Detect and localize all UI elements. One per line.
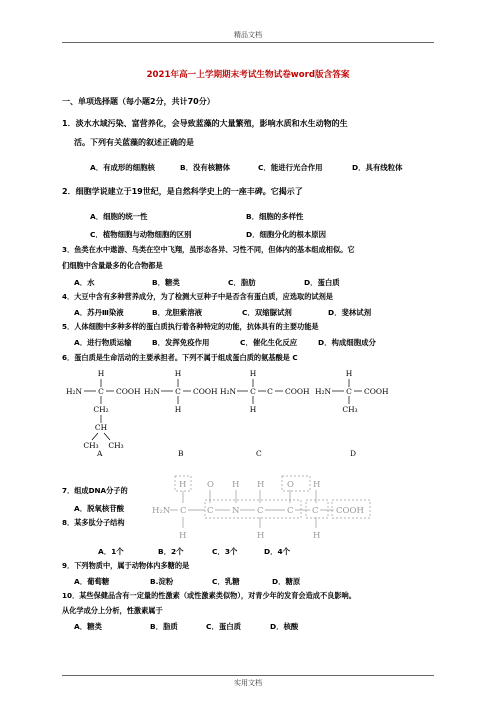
question-9-stem: 9．下列物质中，属于动物体内多糖的是 [62, 561, 190, 570]
question-3-option-b: B．糖类 [152, 278, 180, 287]
question-5-option-b: B．发挥免疫作用 [152, 338, 210, 347]
question-5-option-a: A．进行物质运输 [74, 338, 132, 347]
atom-h: H [313, 531, 321, 541]
question-6-stem: 6．蛋白质是生命活动的主要承担者。下列不属于组成蛋白质的氨基酸是 C [62, 353, 298, 362]
question-10-option-d: D．核酸 [270, 622, 299, 631]
question-10-option-a: A．糖类 [74, 622, 102, 631]
question-2-option-c: C．植物细胞与动物细胞的区别 [90, 230, 192, 239]
atom-h: H [179, 531, 187, 541]
group-h2n: H₂N [315, 387, 332, 396]
question-2-option-d: D．细胞分化的根本原因 [246, 230, 327, 239]
question-9-option-c: C．乳糖 [212, 577, 240, 586]
question-10-option-b: B．脂质 [150, 622, 178, 631]
group-ch: CH [94, 423, 108, 432]
question-3-stem-line2: 们细胞中含量最多的化合物都是 [62, 261, 163, 270]
question-1-stem-line1: 1．淡水水域污染、富营养化，会导致蓝藻的大量繁殖，影响水质和水生动物的生 [62, 119, 348, 128]
question-1-option-b: B．没有核糖体 [180, 163, 230, 172]
group-h2n: H₂N [220, 387, 237, 396]
atom-h: H [232, 480, 240, 490]
question-3-option-a: A．水 [74, 278, 95, 287]
question-1-option-d: D．具有线粒体 [352, 163, 403, 172]
question-5-option-c: C．催化生化反应 [240, 338, 298, 347]
question-8-option-b: B．2个 [158, 547, 184, 556]
group-cooh: COOH [116, 387, 141, 396]
question-4-option-d: D．斐林试剂 [328, 308, 372, 317]
atom-h: H [179, 480, 187, 490]
section-heading: 一、单项选择题（每小题2分，共计70分） [62, 97, 215, 106]
atom-n: N [232, 506, 240, 516]
header-divider [62, 42, 434, 43]
page-footer: 实用文档 [234, 679, 262, 687]
document-title: 2021年高一上学期期末考试生物试卷word版含答案 [146, 70, 350, 80]
question-9-option-b: B.淀粉 [150, 577, 174, 586]
question-10-option-c: C．蛋白质 [206, 622, 241, 631]
group-ch2: CH₂ [93, 405, 109, 414]
structure-a [66, 369, 141, 450]
group-h2n: H₂N [144, 387, 161, 396]
atom-o: O [207, 480, 214, 490]
amino-acid-structures [0, 364, 496, 464]
atom-h: H [257, 531, 265, 541]
question-5-stem: 5．人体细胞中多种多样的蛋白质执行着各种特定的功能，抗体具有的主要功能是 [62, 322, 319, 331]
atom-h: H [97, 369, 105, 378]
question-7-option-a: A．脱氧核苷酸 [74, 504, 125, 513]
atom-c: C [175, 387, 181, 396]
group-cooh: COOH [336, 506, 364, 516]
atom-h: H [174, 405, 182, 414]
question-8-option-c: C．3个 [212, 547, 238, 556]
structure-label-b: B [178, 449, 184, 458]
atom-c: C [98, 387, 104, 396]
footer-divider [62, 675, 434, 676]
question-1-option-a: A．有成形的细胞核 [90, 163, 155, 172]
question-1-option-c: C．能进行光合作用 [258, 163, 323, 172]
question-10-stem-line1: 10．某些保健品含有一定量的性激素（或性激素类似物），对青少年的发育会造成不良影响。 [62, 591, 356, 600]
atom-h: H [313, 480, 321, 490]
group-h2n: H₂N [66, 387, 83, 396]
atom-h: H [174, 369, 182, 378]
question-4-stem: 4．大豆中含有多种营养成分，为了检测大豆种子中是否含有蛋白质，应选取的试剂是 [62, 292, 333, 301]
structure-c [220, 369, 310, 414]
group-h2n: H₂N [152, 506, 171, 516]
atom-c: C [257, 506, 264, 516]
structure-d [315, 369, 389, 414]
atom-c: C [207, 506, 214, 516]
group-cooh: COOH [193, 387, 218, 396]
question-8-stem: 8．某多肽分子结构 [62, 518, 125, 527]
atom-o: O [287, 480, 294, 490]
question-2-option-b: B．细胞的多样性 [246, 212, 304, 221]
question-5-option-d: D．构成细胞成分 [318, 338, 376, 347]
question-2-option-a: A．细胞的统一性 [90, 212, 148, 221]
structure-label-d: D [350, 449, 357, 458]
polypeptide-structure [150, 470, 372, 546]
question-8-option-d: D．4个 [264, 547, 291, 556]
atom-c: C [312, 506, 319, 516]
question-9-option-d: D．糖原 [272, 577, 301, 586]
group-ch3: CH₃ [108, 441, 124, 450]
group-cooh: COOH [364, 387, 389, 396]
atom-c: C [267, 387, 273, 396]
group-ch3: CH₃ [83, 441, 99, 450]
question-10-stem-line2: 从化学成分上分析，性激素属于 [62, 606, 163, 615]
question-4-option-a: A．苏丹Ⅲ染液 [74, 308, 124, 317]
atom-c: C [346, 387, 352, 396]
group-cooh: COOH [285, 387, 310, 396]
page-header: 精品文档 [234, 31, 262, 39]
atom-c: C [287, 506, 294, 516]
question-9-option-a: A．葡萄糖 [74, 577, 110, 586]
question-1-stem-line2: 活。下列有关蓝藻的叙述正确的是 [74, 138, 194, 147]
atom-c: C [180, 506, 187, 516]
question-2-stem: 2．细胞学说建立于19世纪，是自然科学史上的一座丰碑。它揭示了 [62, 187, 303, 196]
question-3-stem-line1: 3．鱼类在水中遨游、鸟类在空中飞翔，虽形态各异、习性不同，但体内的基本组成相似。它 [62, 245, 355, 254]
group-ch3: CH₃ [342, 405, 358, 414]
structure-label-c: C [256, 449, 262, 458]
question-3-option-d: D．蛋白质 [304, 278, 340, 287]
question-4-option-c: C．双缩脲试剂 [242, 308, 292, 317]
question-4-option-b: B．龙胆紫溶液 [152, 308, 202, 317]
structure-label-a: A [97, 449, 103, 458]
question-7-stem: 7．组成DNA分子的 [62, 486, 128, 495]
question-8-option-a: A．1个 [98, 547, 124, 556]
structure-b [144, 369, 218, 414]
question-3-option-c: C．脂肪 [228, 278, 256, 287]
atom-h: H [345, 369, 353, 378]
atom-h: H [249, 369, 257, 378]
atom-h: H [249, 405, 257, 414]
atom-h: H [257, 480, 265, 490]
atom-c: C [250, 387, 256, 396]
